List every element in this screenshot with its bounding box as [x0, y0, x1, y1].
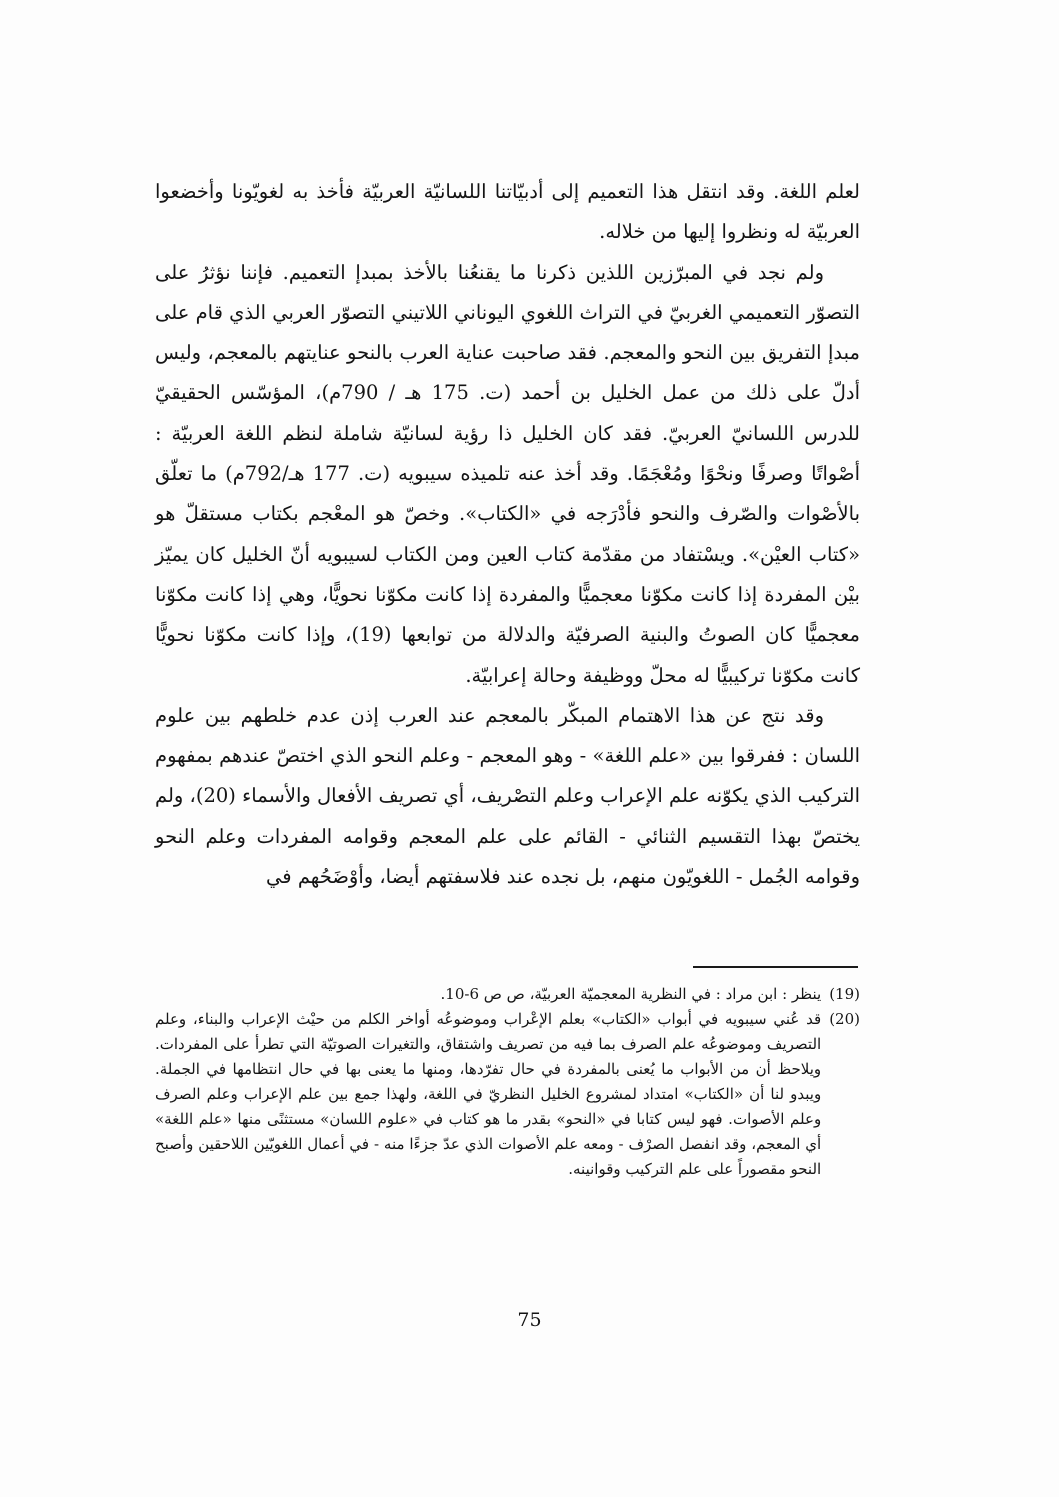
footnote	[155, 982, 860, 1007]
footnotes	[155, 982, 860, 1182]
footnote-number: (20)	[829, 1010, 860, 1028]
footnote-divider	[693, 966, 858, 968]
footnote-text: قد عُني سيبويه في أبواب «الكتاب» بعلم الإعْراب وموضوعُه أواخر الكلم من حيْث الإعراب والبناء، وعلم التصريف وموضوعُه علم الصرف بما فيه من تصريف واشتقاق، والتغيرات الصوتيّة التي تطرأ على المفردات. ويلاحظ أن من الأبواب ما يُعنى بالمفردة في حال تفرّدها، ومنها ما يعنى بها في حال انتظامها في الجملة. ويبدو لنا أن «الكتاب» امتداد لمشروع الخليل النظريّ في اللغة، ولهذا جمع بين علم الإعراب وعلم الصرف وعلم الأصوات. فهو ليس كتابا في «النحو» بقدر ما هو كتاب في «علوم اللسان» مستثنًى منها «علم اللغة» أي المعجم، وقد انفصل الصرْف - ومعه علم الأصوات الذي عدّ جزءًا منه - في أعمال اللغويّين اللاحقين وأصبح النحو مقصوراً على علم التركيب وقوانينه.	[155, 1010, 822, 1178]
page-number: 75	[517, 1309, 542, 1331]
footnote	[155, 1007, 860, 1182]
paragraph: ولم نجد في المبرّزين اللذين ذكرنا ما يقنعُنا بالأخذ بمبدإ التعميم. فإننا نؤثرُ على التصوّر التعميمي الغربيّ في التراث اللغوي اليوناني اللاتيني التصوّر العربي الذي قام على مبدإ التفريق بين النحو والمعجم. فقد صاحبت عناية العرب بالنحو عنايتهم بالمعجم، وليس أدلّ على ذلك من عمل الخليل بن أحمد (ت. 175 هـ / 790م)، المؤسّس الحقيقيّ للدرس اللسانيّ العربيّ. فقد كان الخليل ذا رؤية لسانيّة شاملة لنظم اللغة العربيّة : أصْواتًا وصرفًا ونحْوًا ومُعْجَمًا. وقد أخذ عنه تلميذه سيبويه (ت. 177 هـ/792م) ما تعلّق بالأصْوات والصّرف والنحو فأدْرَجه في «الكتاب». وخصّ هو المعْجم بكتاب مستقلّ هو «كتاب العيْن». ويسْتفاد من مقدّمة كتاب العين ومن الكتاب لسيبويه أنّ الخليل كان يميّز بيْن المفردة إذا كانت مكوّنا معجميًّا والمفردة إذا كانت مكوّنا نحويًّا، وهي إذا كانت مكوّنا معجميًّا كان الصوتُ والبنية الصرفيّة والدلالة من توابعها (19)، وإذا كانت مكوّنا نحويًّا كانت مكوّنا تركيبيًّا له محلّ ووظيفة وحالة إعرابيّة.	[155, 260, 861, 687]
footnote-number: (19)	[829, 985, 860, 1003]
paragraph: لعلم اللغة. وقد انتقل هذا التعميم إلى أدبيّاتنا اللسانيّة العربيّة فأخذ به لغويّونا وأخضعوا العربيّة له ونظروا إليها من خلاله.	[155, 180, 860, 244]
body-text	[155, 172, 860, 897]
paragraph: وقد نتج عن هذا الاهتمام المبكّر بالمعجم عند العرب إذن عدم خلطهم بين علوم اللسان : ففرقوا بين «علم اللغة» - وهو المعجم - وعلم النحو الذي اختصّ عندهم بمفهوم التركيب الذي يكوّنه علم الإعراب وعلم التصْريف، أي تصريف الأفعال والأسماء (20)، ولم يختصّ بهذا التقسيم الثنائي - القائم على علم المعجم وقوامه المفردات وعلم النحو وقوامه الجُمل - اللغويّون منهم، بل نجده عند فلاسفتهم أيضا، وأوْضَحُهم في	[155, 703, 860, 889]
footnote-text: ينظر : ابن مراد : في النظرية المعجميّة العربيّة، ص ص 6-10.	[440, 985, 822, 1003]
